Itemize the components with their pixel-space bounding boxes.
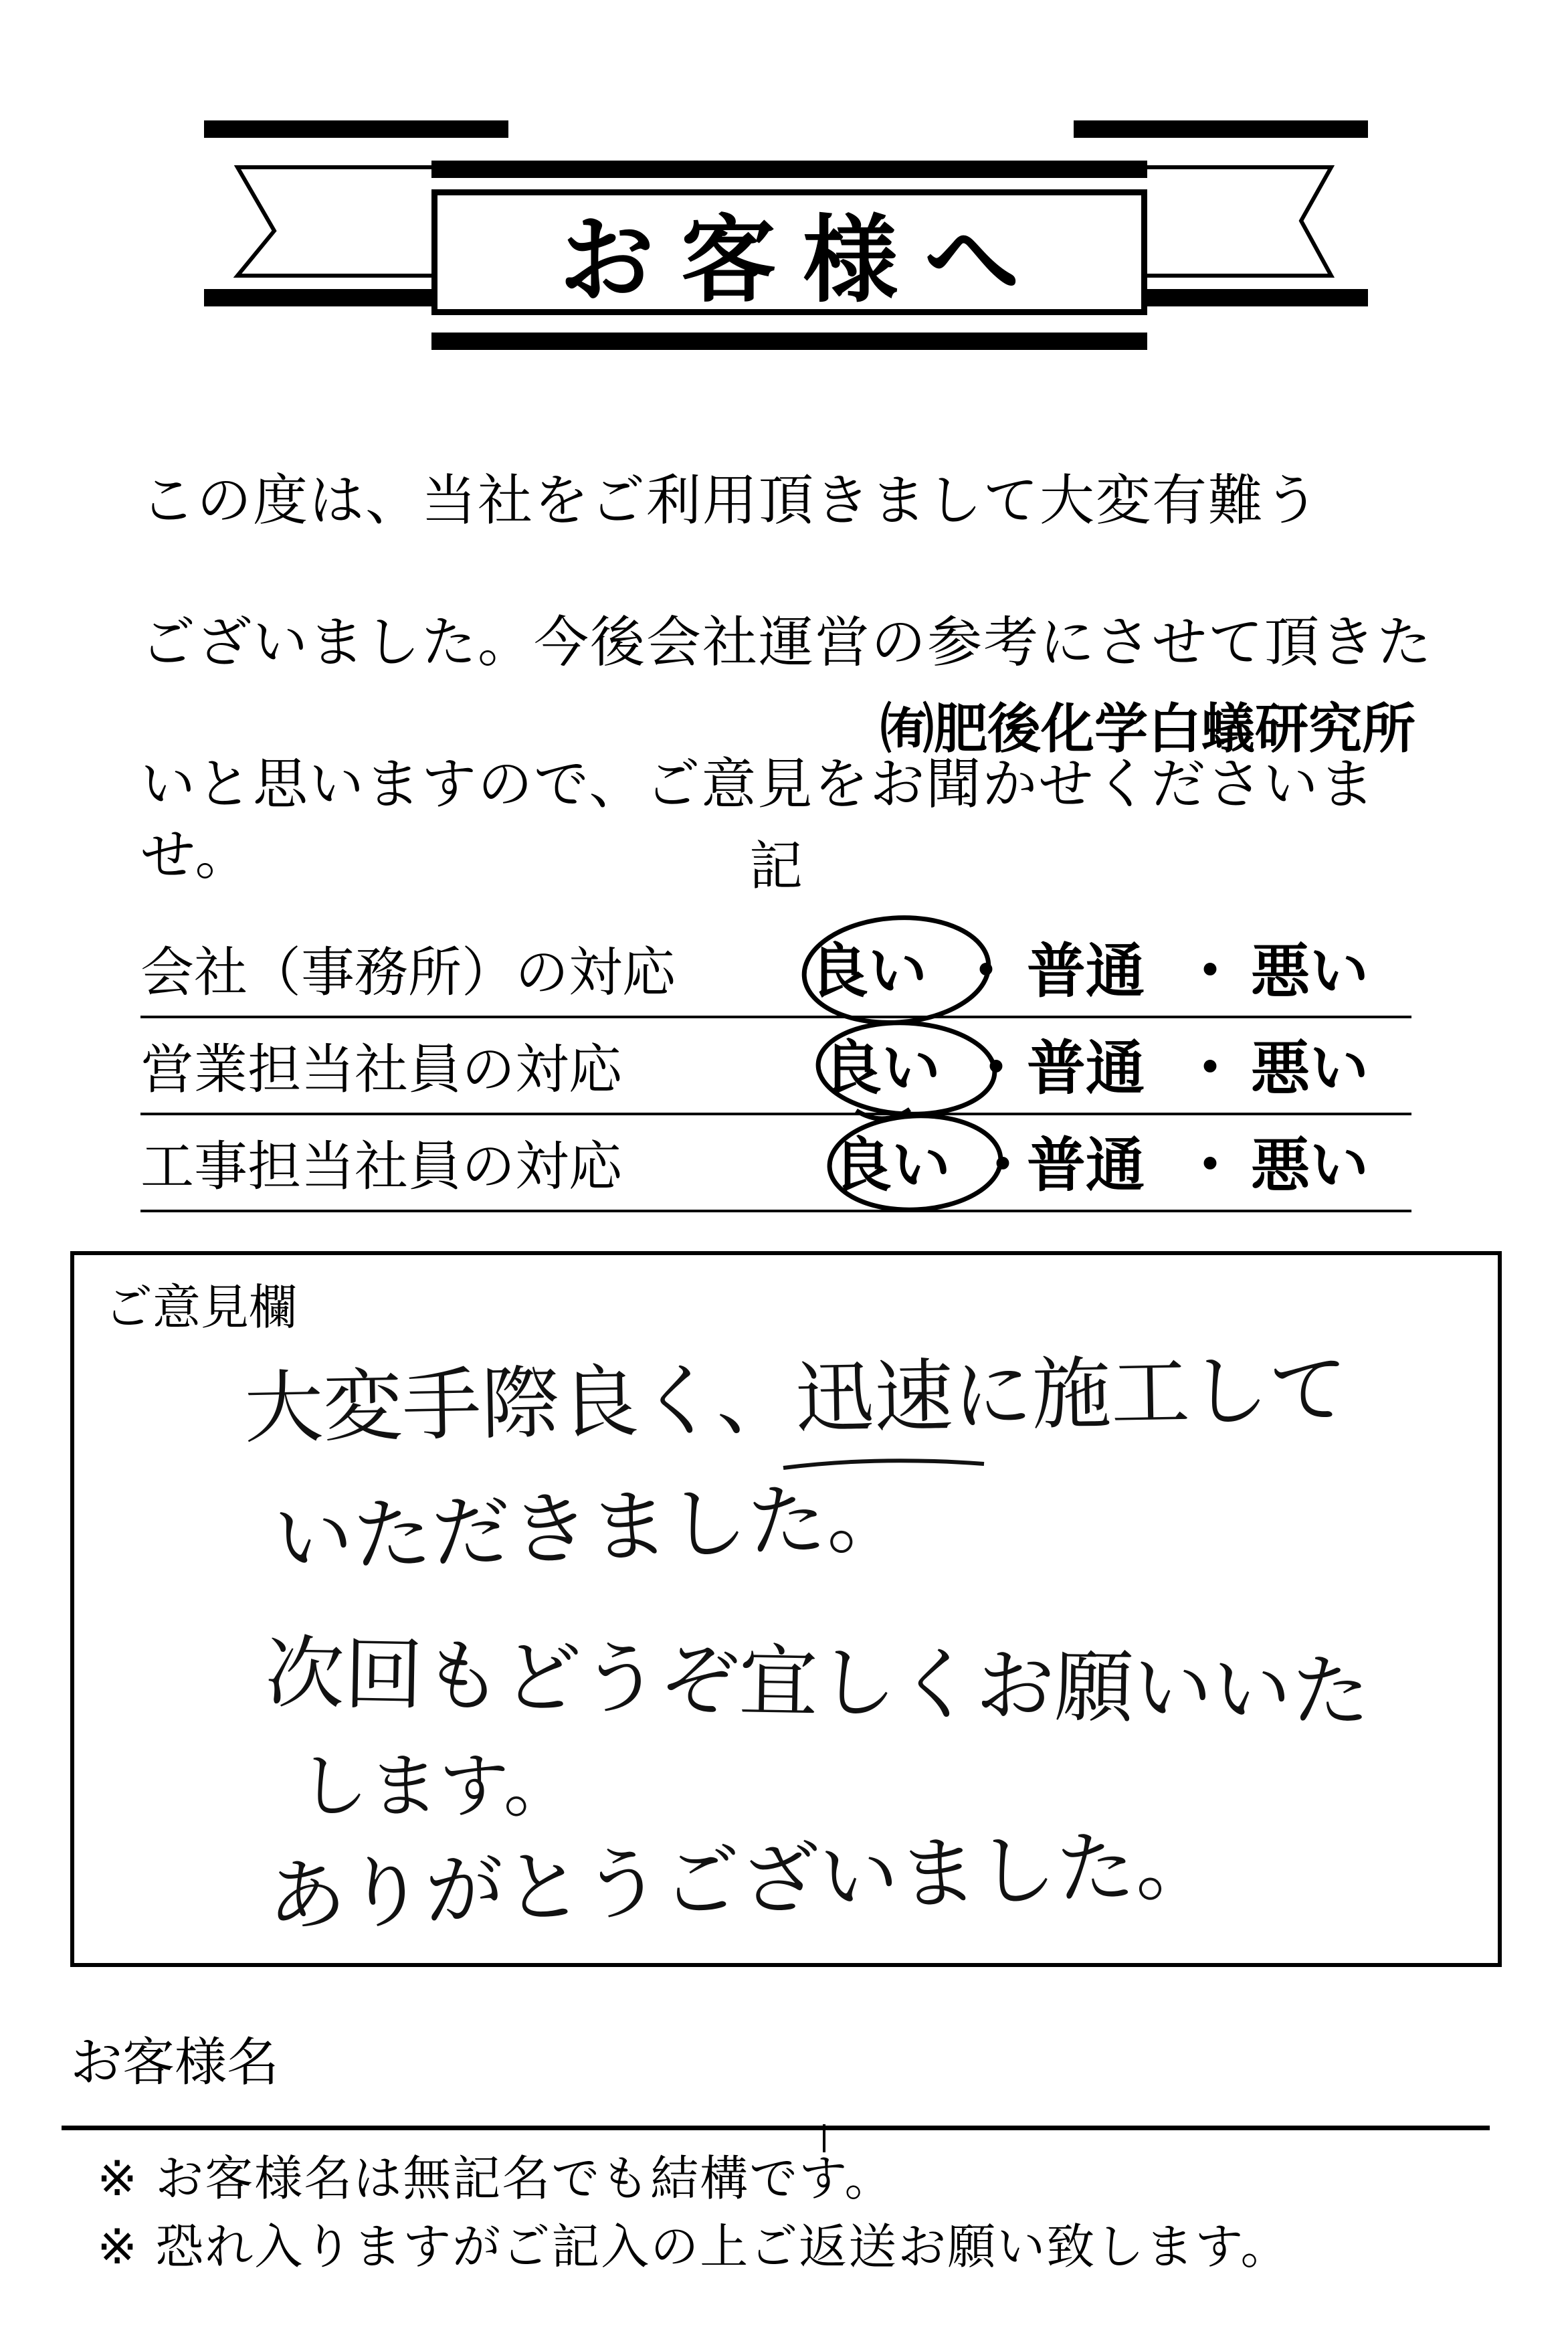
selection-circle-sales — [816, 1018, 997, 1119]
rating-option-bad[interactable]: 悪い — [1251, 1034, 1369, 1103]
rating-option-normal[interactable]: 普通 — [1027, 937, 1145, 1006]
rating-option-normal[interactable]: 普通 — [1027, 1131, 1145, 1200]
rating-label: 営業担当社員の対応 — [140, 1038, 622, 1101]
handwritten-line: いただきました。 — [272, 1471, 907, 1585]
company-name: ㈲肥後化学白蟻研究所 — [880, 698, 1415, 760]
note-anonymous: ※ お客様名は無記名でも結構です。 — [97, 2150, 894, 2207]
rating-separator: ・ — [967, 1034, 1026, 1103]
banner-title: お客様へ — [559, 205, 1046, 316]
selection-circle-construction — [827, 1111, 1003, 1214]
handwriting — [74, 1255, 1498, 1963]
rating-separator: ・ — [1181, 1034, 1240, 1103]
rating-option-normal[interactable]: 普通 — [1027, 1034, 1145, 1103]
opinion-heading: ご意見欄 — [104, 1279, 298, 1335]
opinion-box[interactable] — [70, 1251, 1502, 1967]
rating-option-good[interactable]: 良い — [823, 1034, 941, 1103]
rating-separator: ・ — [957, 937, 1016, 1006]
rating-option-good[interactable]: 良い — [809, 937, 928, 1006]
ki-heading: 記 — [749, 835, 803, 897]
rating-option-bad[interactable]: 悪い — [1251, 937, 1369, 1006]
rating-separator: ・ — [1181, 937, 1240, 1006]
selection-circle-company — [801, 912, 992, 1029]
customer-name-label: お客様名 — [70, 2033, 280, 2093]
rating-separator: ・ — [973, 1131, 1033, 1200]
rating-separator: ・ — [1181, 1131, 1240, 1200]
rating-option-bad[interactable]: 悪い — [1251, 1131, 1369, 1200]
rating-label: 工事担当社員の対応 — [140, 1135, 622, 1198]
handwritten-line: 次回もどうぞ宜しくお願いいた — [264, 1626, 1371, 1738]
intro-line: いと思いますので、ご意見をお聞かせくださいませ。 — [140, 753, 1376, 887]
rating-option-good[interactable]: 良い — [833, 1131, 951, 1200]
handwritten-line: ありがとうございました。 — [266, 1817, 1216, 1943]
handwritten-line: 大変手際良く、迅速に施工して — [243, 1343, 1349, 1455]
handwritten-line: します。 — [298, 1746, 574, 1827]
handwritten-underline — [783, 1461, 984, 1468]
rating-label: 会社（事務所）の対応 — [140, 941, 676, 1004]
note-return: ※ 恐れ入りますがご記入の上ご返送お願い致します。 — [97, 2219, 1290, 2275]
customer-name-field-line[interactable] — [62, 2126, 1490, 2130]
intro-line: ございました。今後会社運営の参考にさせて頂きた — [140, 611, 1434, 674]
intro-line: この度は、当社をご利用頂きまして大変有難う — [140, 469, 1321, 533]
